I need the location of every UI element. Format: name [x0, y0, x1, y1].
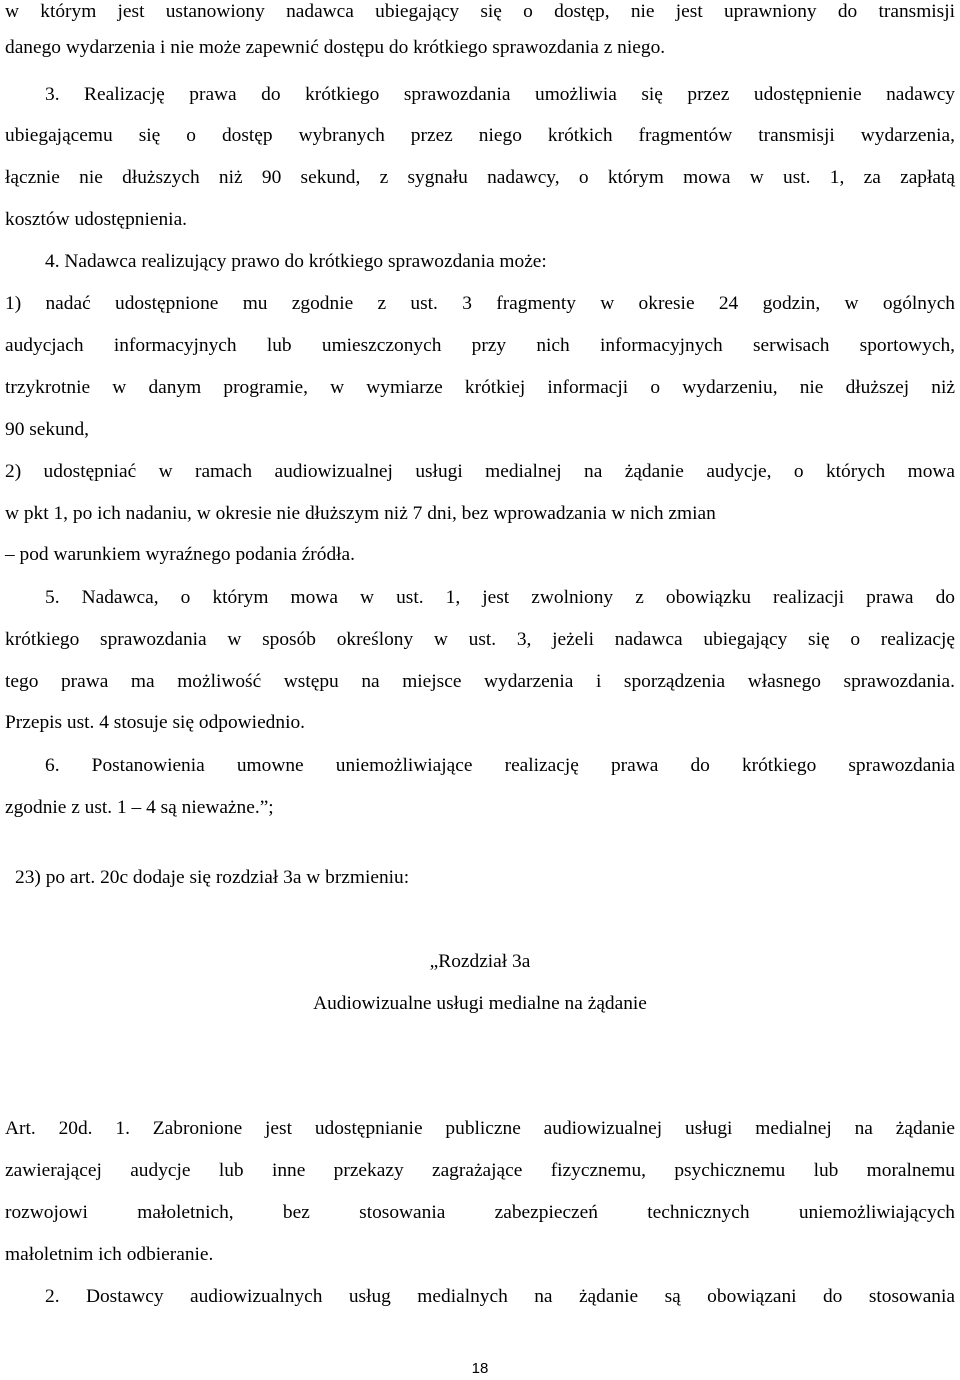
point-1-line: 1) nadać udostępnione mu zgodnie z ust. 3 fragmenty w okresie 24 godzin, w ogólnych	[5, 293, 955, 314]
chapter-heading: „Rozdział 3a	[429, 951, 531, 972]
paragraph-4-line: 4. Nadawca realizujący prawo do krótkiego sprawozdania może:	[45, 251, 547, 272]
chapter-title: Audiowizualne usługi medialne na żądanie	[313, 993, 647, 1014]
text-line: audycjach informacyjnych lub umieszczonych przy nich informacyjnych serwisach sportowych,	[5, 335, 955, 356]
text-line: tego prawa ma możliwość wstępu na miejsce wydarzenia i sporządzenia własnego sprawozdania.	[5, 671, 955, 692]
text-line: – pod warunkiem wyraźnego podania źródła.	[5, 544, 355, 565]
paragraph-3-line: 3. Realizację prawa do krótkiego sprawozdania umożliwia się przez udostępnienie nadawcy	[45, 84, 955, 105]
text-line: zgodnie z ust. 1 – 4 są nieważne.”;	[5, 797, 274, 818]
page-number: 18	[471, 1360, 489, 1377]
text-line: Przepis ust. 4 stosuje się odpowiednio.	[5, 712, 305, 733]
text-line: w którym jest ustanowiony nadawca ubiegający się o dostęp, nie jest uprawniony do transmisji	[5, 1, 955, 22]
point-2-line: 2) udostępniać w ramach audiowizualnej usługi medialnej na żądanie audycje, o których mowa	[5, 461, 955, 482]
text-line: ubiegającemu się o dostęp wybranych przez niego krótkich fragmentów transmisji wydarzenia,	[5, 125, 955, 146]
paragraph-6-line: 6. Postanowienia umowne uniemożliwiające realizację prawa do krótkiego sprawozdania	[45, 755, 955, 776]
text-line: w pkt 1, po ich nadaniu, w okresie nie dłuższym niż 7 dni, bez wprowadzania w nich zmian	[5, 503, 716, 524]
text-line: danego wydarzenia i nie może zapewnić dostępu do krótkiego sprawozdania z niego.	[5, 37, 666, 58]
text-line: 90 sekund,	[5, 419, 90, 440]
text-line: krótkiego sprawozdania w sposób określony w ust. 3, jeżeli nadawca ubiegający się o realizację	[5, 629, 955, 650]
text-line: zawierającej audycje lub inne przekazy zagrażające fizycznemu, psychicznemu lub moralnemu	[5, 1160, 955, 1181]
text-line: łącznie nie dłuższych niż 90 sekund, z sygnału nadawcy, o którym mowa w ust. 1, za zapłatą	[5, 167, 955, 188]
item-23-line: 23) po art. 20c dodaje się rozdział 3a w brzmieniu:	[15, 867, 410, 888]
text-line: kosztów udostępnienia.	[5, 209, 188, 230]
article-20d-line: Art. 20d. 1. Zabronione jest udostępnianie publiczne audiowizualnej usługi medialnej na żądanie	[5, 1118, 955, 1139]
text-line: małoletnim ich odbieranie.	[5, 1244, 214, 1265]
paragraph-5-line: 5. Nadawca, o którym mowa w ust. 1, jest zwolniony z obowiązku realizacji prawa do	[45, 587, 955, 608]
paragraph-2-line: 2. Dostawcy audiowizualnych usług medialnych na żądanie są obowiązani do stosowania	[45, 1286, 955, 1307]
text-line: trzykrotnie w danym programie, w wymiarze krótkiej informacji o wydarzeniu, nie dłuższej niż	[5, 377, 955, 398]
text-line: rozwojowi małoletnich, bez stosowania zabezpieczeń technicznych uniemożliwiających	[5, 1202, 955, 1223]
